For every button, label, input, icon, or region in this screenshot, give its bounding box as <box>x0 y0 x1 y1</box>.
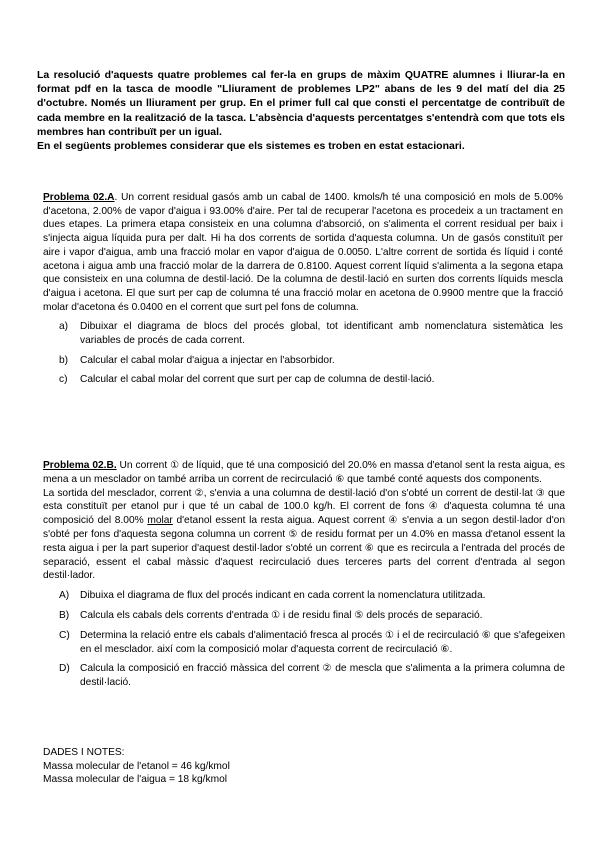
question-item <box>43 373 563 387</box>
question-item <box>43 320 563 347</box>
instructions-text: La resolució d'aquests quatre problemes cal fer-la en grups de màxim QUATRE alumnes i lliurar-la en format pdf en la tasca de moodle "Lliurament de problemes LP2" abans de les 9 del matí del dia 25 d'octubre. Només un lliurament per grup. En el primer full cal que consti el percentatge de contribuït de cada membre en la realització de la tasca. L'absència d'aquests percentatges s'entendrà com que tots els membres han contribuït per un igual. <box>37 69 565 138</box>
problem-02b-text-c: d'etanol essent la resta aigua. Aquest corrent ④ s'envia a un segon destil·lador d'on s'obté per fons d'aquesta segona columna un corrent ⑤ de residu format per un 4.0% en massa d'etanol essent la resta aigua i per la part superior d'aquest destil·lador s'obté un corrent ⑥ que es recircula a l'entrada del procés de separació, essent el cabal màssic d'aquest recirculació dues terceres parts del corrent d'entrada al segon destil·lador. <box>43 515 565 582</box>
question-mark: b) <box>59 354 69 366</box>
notes-line: Massa molecular de l'aigua = 18 kg/kmol <box>43 774 227 785</box>
question-mark: A) <box>59 590 70 602</box>
question-item <box>43 629 565 657</box>
problem-02b-text-a: Un corrent ① de líquid, que té una composició del 20.0% en massa d'etanol sent la resta aigua, es mena a un mesclador on també arriba un corrent de recirculació ⑥ que també conté aquests dos components. <box>43 460 565 485</box>
problem-02b-statement <box>43 459 565 487</box>
problem-02b <box>43 459 565 690</box>
problem-02a-text: . Un corrent residual gasós amb un cabal de 1400. kmols/h té una composició en mols de 5.00% d'acetona, 2.00% de vapor d'aigua i 93.00% d'aire. Per tal de recuperar l'acetona es procedeix a un tractament en dues etapes. La primera etapa consisteix en una columna d'absorció, on s'alimenta el corrent residual per baix i s'injecta aigua líquida pura per dalt. Hi ha dos corrents de sortida d'aquesta columna. Un de gasós constituït per aire i vapor d'aigua, amb una fracció molar en vapor d'aigua de 0.0050. L'altre corrent de sortida és líquid i conté acetona i aigua amb una fracció molar de la darrera de 0.8100. Aquest corrent líquid s'alimenta a la segona etapa que consisteix en una columna de destil·lació. De la columna de destil·lació en surten dos corrents líquids mescla d'aigua i acetona. El que surt per cap de columna té una fracció molar en acetona de 0.9900 mentre que la fracció molar d'acetona és 0.0400 en el corrent que surt pel fons de columna. <box>43 192 563 313</box>
problem-02a <box>43 191 563 387</box>
data-notes <box>43 746 563 787</box>
question-item <box>43 662 565 690</box>
question-mark: B) <box>59 609 70 621</box>
question-text: Calcular el cabal molar d'aigua a injectar en l'absorbidor. <box>80 354 335 366</box>
question-text: Calcula els cabals dels corrents d'entrada ① i de residu final ⑤ dels procés de separació. <box>80 609 483 621</box>
problem-02b-statement-2 <box>43 487 565 584</box>
problem-02a-statement <box>43 191 563 314</box>
notes-line: Massa molecular de l'etanol = 46 kg/kmol <box>43 760 230 772</box>
problem-02b-title: Problema 02.B. <box>43 460 117 471</box>
question-item <box>43 354 563 368</box>
question-mark: C) <box>59 629 70 641</box>
steady-state-note: En el següents problemes considerar que els sistemes es troben en estat estacionari. <box>37 140 465 153</box>
notes-heading: DADES I NOTES: <box>43 747 125 758</box>
question-text: Dibuixa el diagrama de flux del procés indicant en cada corrent la nomenclatura utilitzada. <box>80 590 486 602</box>
question-mark: a) <box>59 321 69 333</box>
problem-02b-text-b: La sortida del mesclador, corrent ②, s'envia a una columna de destil·lació d'on s'obté un corrent de destil·lat ③ que esta constituït per etanol pur i que té un cabal de 100.0 kg/h. El corrent de fons ④ d'aquesta columna té una composició del 8.00% <box>43 487 565 527</box>
problem-02b-questions <box>43 589 565 690</box>
question-text: Dibuixar el diagrama de blocs del procés global, tot identificant amb nomenclatura sistemàtica les variables de procés de cada corrent. <box>80 321 563 347</box>
question-item <box>43 609 565 623</box>
question-text: Calcular el cabal molar del corrent que surt per cap de columna de destil·lació. <box>80 374 435 386</box>
question-item <box>43 589 565 603</box>
question-mark: D) <box>59 663 70 675</box>
question-mark: c) <box>59 374 68 386</box>
question-text: Calcula la composició en fracció màssica del corrent ② de mescla que s'alimenta a la primera columna de destil·lació. <box>80 663 565 689</box>
problem-02a-questions <box>43 320 563 387</box>
question-text: Determina la relació entre els cabals d'alimentació fresca al procés ① i el de recirculació ⑥ que s'afegeixen en el mesclador. així com la composició molar d'aquesta corrent de recirculació ⑥. <box>80 629 565 655</box>
problem-02a-title: Problema 02.A <box>43 192 115 203</box>
instructions-block <box>37 68 565 153</box>
molar-underlined: molar <box>147 515 173 527</box>
